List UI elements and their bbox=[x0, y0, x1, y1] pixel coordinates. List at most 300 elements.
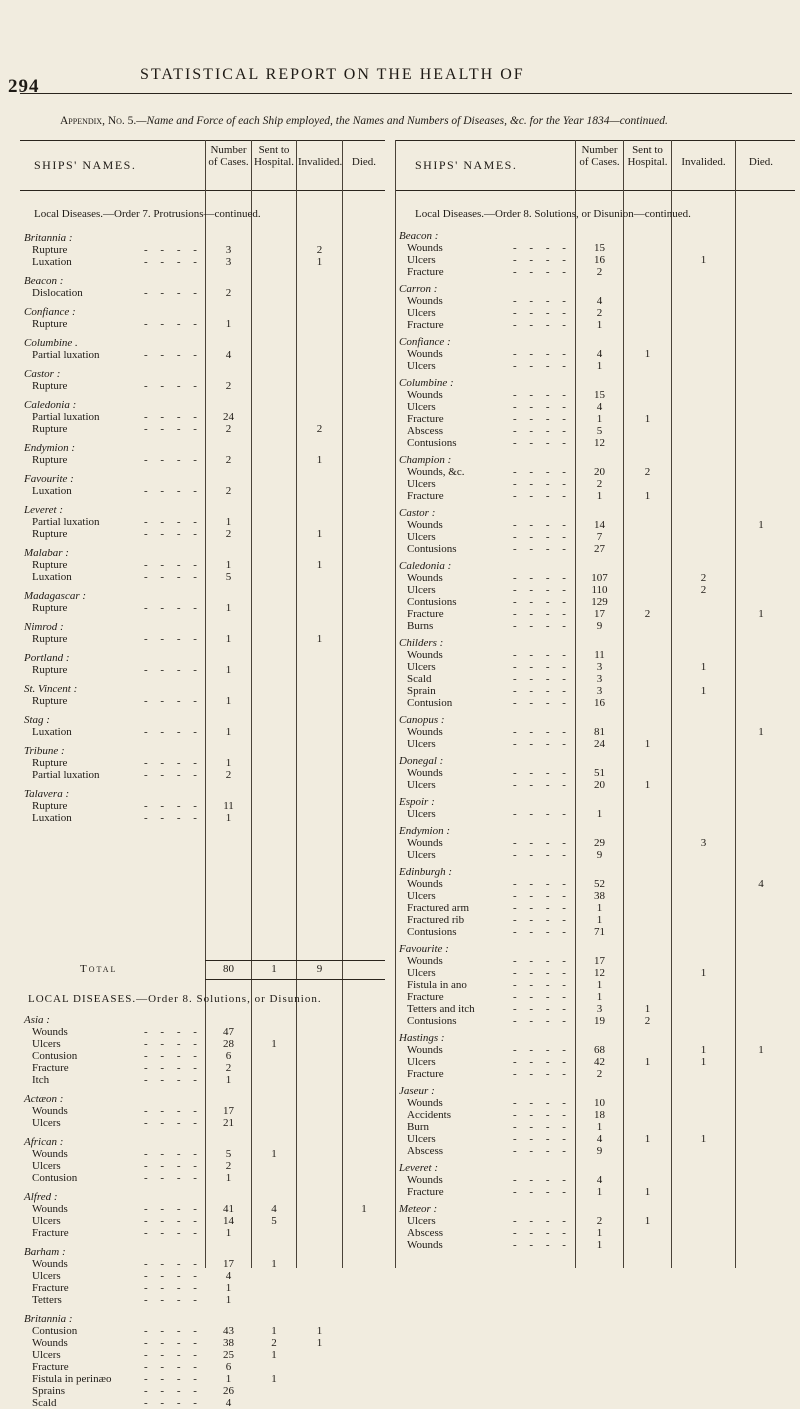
disease-label: Wounds bbox=[407, 348, 443, 360]
disease-label: Ulcers bbox=[407, 1056, 436, 1068]
ship-name-row bbox=[20, 714, 385, 726]
disease-label: Luxation bbox=[32, 256, 72, 268]
invalided-value: 1 bbox=[700, 1133, 707, 1145]
table-row bbox=[395, 697, 795, 709]
cases-value: 1 bbox=[596, 979, 603, 991]
ship-name: Actæon : bbox=[24, 1093, 64, 1105]
leader-dashes: - - - - bbox=[144, 1270, 202, 1282]
cases-value: 17 bbox=[594, 608, 605, 620]
table-row bbox=[395, 1068, 795, 1080]
leader-dashes: - - - - bbox=[144, 1227, 202, 1239]
ship-name-row bbox=[20, 683, 385, 695]
cases-value: 1 bbox=[596, 1121, 603, 1133]
ship-name: Hastings : bbox=[399, 1032, 445, 1044]
leader-dashes: - - - - bbox=[144, 757, 202, 769]
disease-label: Burns bbox=[407, 620, 434, 632]
cases-value: 12 bbox=[594, 437, 605, 449]
ship-name-row bbox=[395, 866, 795, 878]
disease-label: Fracture bbox=[407, 413, 444, 425]
leader-dashes: - - - - bbox=[513, 808, 571, 820]
table-row bbox=[395, 878, 795, 890]
cases-value: 3 bbox=[596, 1003, 603, 1015]
died-header: Died. bbox=[748, 156, 774, 168]
ship-name: Castor : bbox=[399, 507, 436, 519]
disease-label: Fistula in ano bbox=[407, 979, 467, 991]
leader-dashes: - - - - bbox=[513, 837, 571, 849]
leader-dashes: - - - - bbox=[144, 485, 202, 497]
hospital-value: 1 bbox=[644, 348, 651, 360]
ship-name: Favourite : bbox=[399, 943, 449, 955]
leader-dashes: - - - - bbox=[513, 955, 571, 967]
table-row bbox=[395, 360, 795, 372]
disease-label: Wounds bbox=[407, 389, 443, 401]
cases-value: 2 bbox=[596, 307, 603, 319]
leader-dashes: - - - - bbox=[144, 602, 202, 614]
table-row bbox=[20, 1282, 385, 1294]
invalided-value: 1 bbox=[316, 1325, 323, 1337]
table-row bbox=[20, 380, 385, 392]
ship-name-row bbox=[20, 745, 385, 757]
cases-value: 2 bbox=[225, 287, 232, 299]
cases-value: 4 bbox=[596, 1133, 603, 1145]
section-title-order-8-continued: Local Diseases.—Order 8. Solutions, or Disunion—continued. bbox=[415, 208, 691, 220]
table-row bbox=[395, 1133, 795, 1145]
cases-value: 24 bbox=[594, 738, 605, 750]
total-label: Total bbox=[80, 963, 118, 975]
cases-value: 27 bbox=[594, 543, 605, 555]
table-row bbox=[20, 528, 385, 540]
leader-dashes: - - - - bbox=[513, 890, 571, 902]
disease-label: Fracture bbox=[407, 1186, 444, 1198]
ship-name-row bbox=[20, 590, 385, 602]
disease-label: Dislocation bbox=[32, 287, 83, 299]
table-row bbox=[395, 1121, 795, 1133]
leader-dashes: - - - - bbox=[513, 661, 571, 673]
table-row bbox=[395, 242, 795, 254]
disease-label: Ulcers bbox=[32, 1215, 61, 1227]
leader-dashes: - - - - bbox=[513, 490, 571, 502]
leader-dashes: - - - - bbox=[144, 812, 202, 824]
cases-value: 38 bbox=[594, 890, 605, 902]
leader-dashes: - - - - bbox=[513, 242, 571, 254]
disease-label: Fracture bbox=[32, 1361, 69, 1373]
cases-value: 3 bbox=[596, 673, 603, 685]
table-row bbox=[395, 348, 795, 360]
cases-value: 26 bbox=[223, 1385, 234, 1397]
leader-dashes: - - - - bbox=[513, 697, 571, 709]
table-row bbox=[20, 1203, 385, 1215]
cases-value: 11 bbox=[594, 649, 605, 661]
ship-name-row bbox=[20, 442, 385, 454]
table-row bbox=[20, 812, 385, 824]
died-value: 4 bbox=[758, 878, 764, 890]
leader-dashes: - - - - bbox=[144, 1215, 202, 1227]
disease-label: Contusion bbox=[32, 1325, 78, 1337]
ship-name-row bbox=[395, 714, 795, 726]
disease-label: Ulcers bbox=[407, 849, 436, 861]
leader-dashes: - - - - bbox=[144, 380, 202, 392]
disease-label: Ulcers bbox=[407, 779, 436, 791]
ship-name-row bbox=[20, 399, 385, 411]
section-title-order-7: Local Diseases.—Order 7. Protrusions—continued. bbox=[34, 208, 261, 220]
leader-dashes: - - - - bbox=[144, 1074, 202, 1086]
leader-dashes: - - - - bbox=[513, 1186, 571, 1198]
table-row bbox=[20, 1074, 385, 1086]
cases-value: 9 bbox=[596, 849, 603, 861]
cases-value: 17 bbox=[594, 955, 605, 967]
disease-label: Accidents bbox=[407, 1109, 451, 1121]
disease-label: Wounds bbox=[407, 1239, 443, 1251]
leader-dashes: - - - - bbox=[513, 1174, 571, 1186]
cases-value: 2 bbox=[225, 454, 232, 466]
invalided-value: 1 bbox=[700, 661, 707, 673]
total-row bbox=[20, 963, 385, 975]
leader-dashes: - - - - bbox=[144, 1172, 202, 1184]
disease-label: Ulcers bbox=[407, 890, 436, 902]
disease-label: Fracture bbox=[32, 1282, 69, 1294]
disease-label: Wounds, &c. bbox=[407, 466, 465, 478]
hospital-value: 2 bbox=[644, 466, 651, 478]
died-value: 1 bbox=[758, 608, 764, 620]
table-row bbox=[20, 1349, 385, 1361]
table-row bbox=[20, 485, 385, 497]
cases-value: 107 bbox=[591, 572, 608, 584]
disease-label: Scald bbox=[32, 1397, 57, 1409]
leader-dashes: - - - - bbox=[144, 1373, 202, 1385]
ship-name-row bbox=[395, 796, 795, 808]
table-row bbox=[20, 726, 385, 738]
leader-dashes: - - - - bbox=[144, 287, 202, 299]
table-row bbox=[395, 926, 795, 938]
disease-label: Rupture bbox=[32, 454, 68, 466]
cases-value: 1 bbox=[596, 1186, 603, 1198]
table-row bbox=[395, 307, 795, 319]
caption-text: —Name and Force of each Ship employed, the Names and Numbers of Diseases, &c. for the Year 1834— bbox=[136, 115, 620, 127]
leader-dashes: - - - - bbox=[513, 348, 571, 360]
table-row bbox=[395, 295, 795, 307]
leader-dashes: - - - - bbox=[144, 1258, 202, 1270]
invalided-header: Invalided. bbox=[298, 156, 343, 168]
table-row bbox=[395, 890, 795, 902]
leader-dashes: - - - - bbox=[144, 454, 202, 466]
cases-value: 51 bbox=[594, 767, 605, 779]
cases-value: 18 bbox=[594, 1109, 605, 1121]
died-value: 1 bbox=[361, 1203, 367, 1215]
leader-dashes: - - - - bbox=[513, 1133, 571, 1145]
cases-value: 4 bbox=[596, 401, 603, 413]
disease-label: Ulcers bbox=[32, 1117, 61, 1129]
table-row bbox=[395, 1186, 795, 1198]
ship-name: Edinburgh : bbox=[399, 866, 453, 878]
cases-value: 1 bbox=[596, 1227, 603, 1239]
table-row bbox=[395, 531, 795, 543]
cases-value: 1 bbox=[225, 1373, 232, 1385]
table-row bbox=[395, 519, 795, 531]
cases-value: 1 bbox=[225, 726, 232, 738]
cases-value: 3 bbox=[596, 661, 603, 673]
table-row bbox=[395, 808, 795, 820]
cases-value: 2 bbox=[225, 380, 232, 392]
disease-label: Contusion bbox=[32, 1172, 78, 1184]
disease-label: Fracture bbox=[407, 266, 444, 278]
cases-value: 68 bbox=[594, 1044, 605, 1056]
disease-label: Fracture bbox=[407, 490, 444, 502]
disease-label: Fractured rib bbox=[407, 914, 465, 926]
invalided-value: 1 bbox=[316, 528, 323, 540]
cases-value: 21 bbox=[223, 1117, 234, 1129]
table-row bbox=[395, 967, 795, 979]
table-row bbox=[395, 1174, 795, 1186]
table-row bbox=[20, 1050, 385, 1062]
cases-value: 1 bbox=[225, 318, 232, 330]
table-row bbox=[20, 769, 385, 781]
cases-value: 42 bbox=[594, 1056, 605, 1068]
table-row bbox=[395, 738, 795, 750]
cases-value: 1 bbox=[225, 695, 232, 707]
cases-value: 1 bbox=[596, 902, 603, 914]
hospital-value: 1 bbox=[271, 1373, 277, 1385]
disease-label: Wounds bbox=[407, 242, 443, 254]
leader-dashes: - - - - bbox=[513, 425, 571, 437]
table-row bbox=[395, 608, 795, 620]
leader-dashes: - - - - bbox=[144, 1397, 202, 1409]
disease-label: Scald bbox=[407, 673, 432, 685]
cases-value: 9 bbox=[596, 1145, 603, 1157]
disease-label: Fracture bbox=[407, 319, 444, 331]
disease-label: Wounds bbox=[32, 1203, 68, 1215]
leader-dashes: - - - - bbox=[144, 423, 202, 435]
ship-name: Columbine . bbox=[24, 337, 78, 349]
cases-value: 1 bbox=[225, 1227, 232, 1239]
leader-dashes: - - - - bbox=[513, 608, 571, 620]
ship-name-row bbox=[20, 1246, 385, 1258]
leader-dashes: - - - - bbox=[144, 800, 202, 812]
ship-name: Britannia : bbox=[24, 1313, 73, 1325]
ship-name-row bbox=[20, 473, 385, 485]
leader-dashes: - - - - bbox=[513, 478, 571, 490]
leader-dashes: - - - - bbox=[513, 519, 571, 531]
disease-label: Ulcers bbox=[32, 1270, 61, 1282]
table-row bbox=[395, 1044, 795, 1056]
disease-label: Ulcers bbox=[32, 1038, 61, 1050]
cases-value: 2 bbox=[596, 1068, 603, 1080]
cases-value: 2 bbox=[596, 478, 603, 490]
disease-label: Wounds bbox=[407, 1174, 443, 1186]
cases-value: 1 bbox=[596, 991, 603, 1003]
ship-name: Britannia : bbox=[24, 232, 73, 244]
cases-value: 15 bbox=[594, 242, 605, 254]
ship-name: Castor : bbox=[24, 368, 61, 380]
table-row bbox=[20, 1160, 385, 1172]
cases-value: 2 bbox=[596, 266, 603, 278]
leader-dashes: - - - - bbox=[513, 914, 571, 926]
table-row bbox=[395, 490, 795, 502]
hospital-value: 2 bbox=[644, 608, 651, 620]
ship-name: Donegal : bbox=[399, 755, 444, 767]
disease-label: Rupture bbox=[32, 380, 68, 392]
table-row bbox=[395, 466, 795, 478]
cases-value: 6 bbox=[225, 1361, 232, 1373]
cases-value: 2 bbox=[225, 528, 232, 540]
cases-value: 1 bbox=[596, 319, 603, 331]
leader-dashes: - - - - bbox=[513, 779, 571, 791]
table-row bbox=[20, 1172, 385, 1184]
disease-label: Fractured arm bbox=[407, 902, 469, 914]
leader-dashes: - - - - bbox=[144, 769, 202, 781]
table-row bbox=[395, 437, 795, 449]
leader-dashes: - - - - bbox=[513, 1109, 571, 1121]
ships-names-header: SHIPS' NAMES. bbox=[34, 158, 137, 172]
disease-label: Abscess bbox=[407, 1145, 444, 1157]
disease-label: Ulcers bbox=[407, 738, 436, 750]
cases-value: 25 bbox=[223, 1349, 234, 1361]
cases-value: 10 bbox=[594, 1097, 605, 1109]
disease-label: Fracture bbox=[407, 608, 444, 620]
leader-dashes: - - - - bbox=[513, 685, 571, 697]
ship-name: Alfred : bbox=[24, 1191, 58, 1203]
died-value: 1 bbox=[758, 1044, 764, 1056]
table-row bbox=[20, 1258, 385, 1270]
disease-label: Rupture bbox=[32, 633, 68, 645]
table-top-rule bbox=[20, 140, 385, 141]
disease-label: Wounds bbox=[32, 1105, 68, 1117]
table-row bbox=[20, 423, 385, 435]
ship-name: Favourite : bbox=[24, 473, 74, 485]
disease-label: Rupture bbox=[32, 602, 68, 614]
invalided-value: 2 bbox=[316, 423, 323, 435]
table-row bbox=[395, 620, 795, 632]
table-row bbox=[395, 572, 795, 584]
leader-dashes: - - - - bbox=[513, 1239, 571, 1251]
table-row bbox=[20, 1270, 385, 1282]
invalided-value: 1 bbox=[316, 256, 323, 268]
table-row bbox=[20, 244, 385, 256]
hospital-header: Sent to Hospital. bbox=[627, 144, 668, 168]
disease-label: Rupture bbox=[32, 318, 68, 330]
leader-dashes: - - - - bbox=[513, 401, 571, 413]
ship-name: Barham : bbox=[24, 1246, 66, 1258]
disease-label: Rupture bbox=[32, 757, 68, 769]
cases-value: 1 bbox=[225, 757, 232, 769]
cases-value: 29 bbox=[594, 837, 605, 849]
table-row bbox=[395, 902, 795, 914]
invalided-value: 1 bbox=[700, 1044, 707, 1056]
table-row bbox=[395, 837, 795, 849]
disease-label: Tetters and itch bbox=[407, 1003, 475, 1015]
leader-dashes: - - - - bbox=[513, 878, 571, 890]
ship-name-row bbox=[20, 621, 385, 633]
disease-label: Rupture bbox=[32, 244, 68, 256]
table-row bbox=[20, 1385, 385, 1397]
hospital-value: 1 bbox=[644, 413, 651, 425]
cases-value: 28 bbox=[223, 1038, 234, 1050]
table-row bbox=[395, 673, 795, 685]
died-header: Died. bbox=[351, 156, 377, 168]
table-row bbox=[20, 349, 385, 361]
cases-value: 4 bbox=[596, 295, 603, 307]
ship-name-row bbox=[395, 1162, 795, 1174]
ship-name-row bbox=[20, 652, 385, 664]
ship-name-row bbox=[20, 1191, 385, 1203]
cases-value: 1 bbox=[596, 808, 603, 820]
table-row bbox=[20, 1148, 385, 1160]
leader-dashes: - - - - bbox=[144, 1117, 202, 1129]
disease-label: Wounds bbox=[407, 295, 443, 307]
ship-name-row bbox=[20, 306, 385, 318]
table-row bbox=[395, 1239, 795, 1251]
table-row bbox=[20, 1294, 385, 1306]
leader-dashes: - - - - bbox=[513, 531, 571, 543]
ship-name-row bbox=[20, 275, 385, 287]
cases-value: 4 bbox=[225, 1397, 232, 1409]
ship-name-row bbox=[20, 232, 385, 244]
cases-value: 14 bbox=[223, 1215, 234, 1227]
cases-value: 1 bbox=[596, 914, 603, 926]
table-row bbox=[20, 411, 385, 423]
disease-label: Ulcers bbox=[407, 584, 436, 596]
cases-value: 2 bbox=[225, 423, 232, 435]
leader-dashes: - - - - bbox=[144, 1294, 202, 1306]
hospital-value: 1 bbox=[271, 1349, 277, 1361]
disease-label: Wounds bbox=[407, 837, 443, 849]
cases-value: 4 bbox=[596, 1174, 603, 1186]
leader-dashes: - - - - bbox=[144, 1337, 202, 1349]
leader-dashes: - - - - bbox=[144, 411, 202, 423]
ship-name: Nimrod : bbox=[24, 621, 64, 633]
invalided-value: 2 bbox=[700, 572, 707, 584]
cases-value: 2 bbox=[225, 485, 232, 497]
table-row bbox=[20, 602, 385, 614]
disease-label: Sprains bbox=[32, 1385, 65, 1397]
leader-dashes: - - - - bbox=[144, 528, 202, 540]
table-row bbox=[20, 1325, 385, 1337]
cases-value: 129 bbox=[591, 596, 608, 608]
leader-dashes: - - - - bbox=[144, 1325, 202, 1337]
leader-dashes: - - - - bbox=[144, 1160, 202, 1172]
table-row bbox=[20, 1337, 385, 1349]
total-cases: 80 bbox=[223, 963, 234, 975]
disease-label: Burn bbox=[407, 1121, 429, 1133]
leader-dashes: - - - - bbox=[144, 664, 202, 676]
cases-value: 2 bbox=[225, 1062, 232, 1074]
table-row bbox=[395, 478, 795, 490]
table-row bbox=[395, 991, 795, 1003]
cases-value: 1 bbox=[225, 516, 232, 528]
table-row bbox=[395, 1056, 795, 1068]
total-hospital: 1 bbox=[271, 963, 277, 975]
caption-suffix: continued. bbox=[619, 115, 668, 127]
disease-label: Wounds bbox=[407, 1097, 443, 1109]
table-row bbox=[20, 1105, 385, 1117]
hospital-value: 1 bbox=[644, 1003, 651, 1015]
cases-value: 1 bbox=[225, 1282, 232, 1294]
disease-label: Contusion bbox=[32, 1050, 78, 1062]
table-row bbox=[20, 664, 385, 676]
cases-value: 1 bbox=[596, 360, 603, 372]
invalided-value: 1 bbox=[316, 1337, 323, 1349]
disease-label: Fracture bbox=[407, 991, 444, 1003]
disease-label: Contusion bbox=[407, 697, 453, 709]
ship-name-row bbox=[20, 504, 385, 516]
disease-label: Ulcers bbox=[407, 967, 436, 979]
leader-dashes: - - - - bbox=[144, 1026, 202, 1038]
cases-value: 16 bbox=[594, 697, 605, 709]
ship-name: Espoir : bbox=[399, 796, 435, 808]
hospital-value: 1 bbox=[271, 1258, 277, 1270]
ship-name: Endymion : bbox=[24, 442, 76, 454]
disease-label: Contusions bbox=[407, 543, 457, 555]
cases-value: 9 bbox=[596, 620, 603, 632]
